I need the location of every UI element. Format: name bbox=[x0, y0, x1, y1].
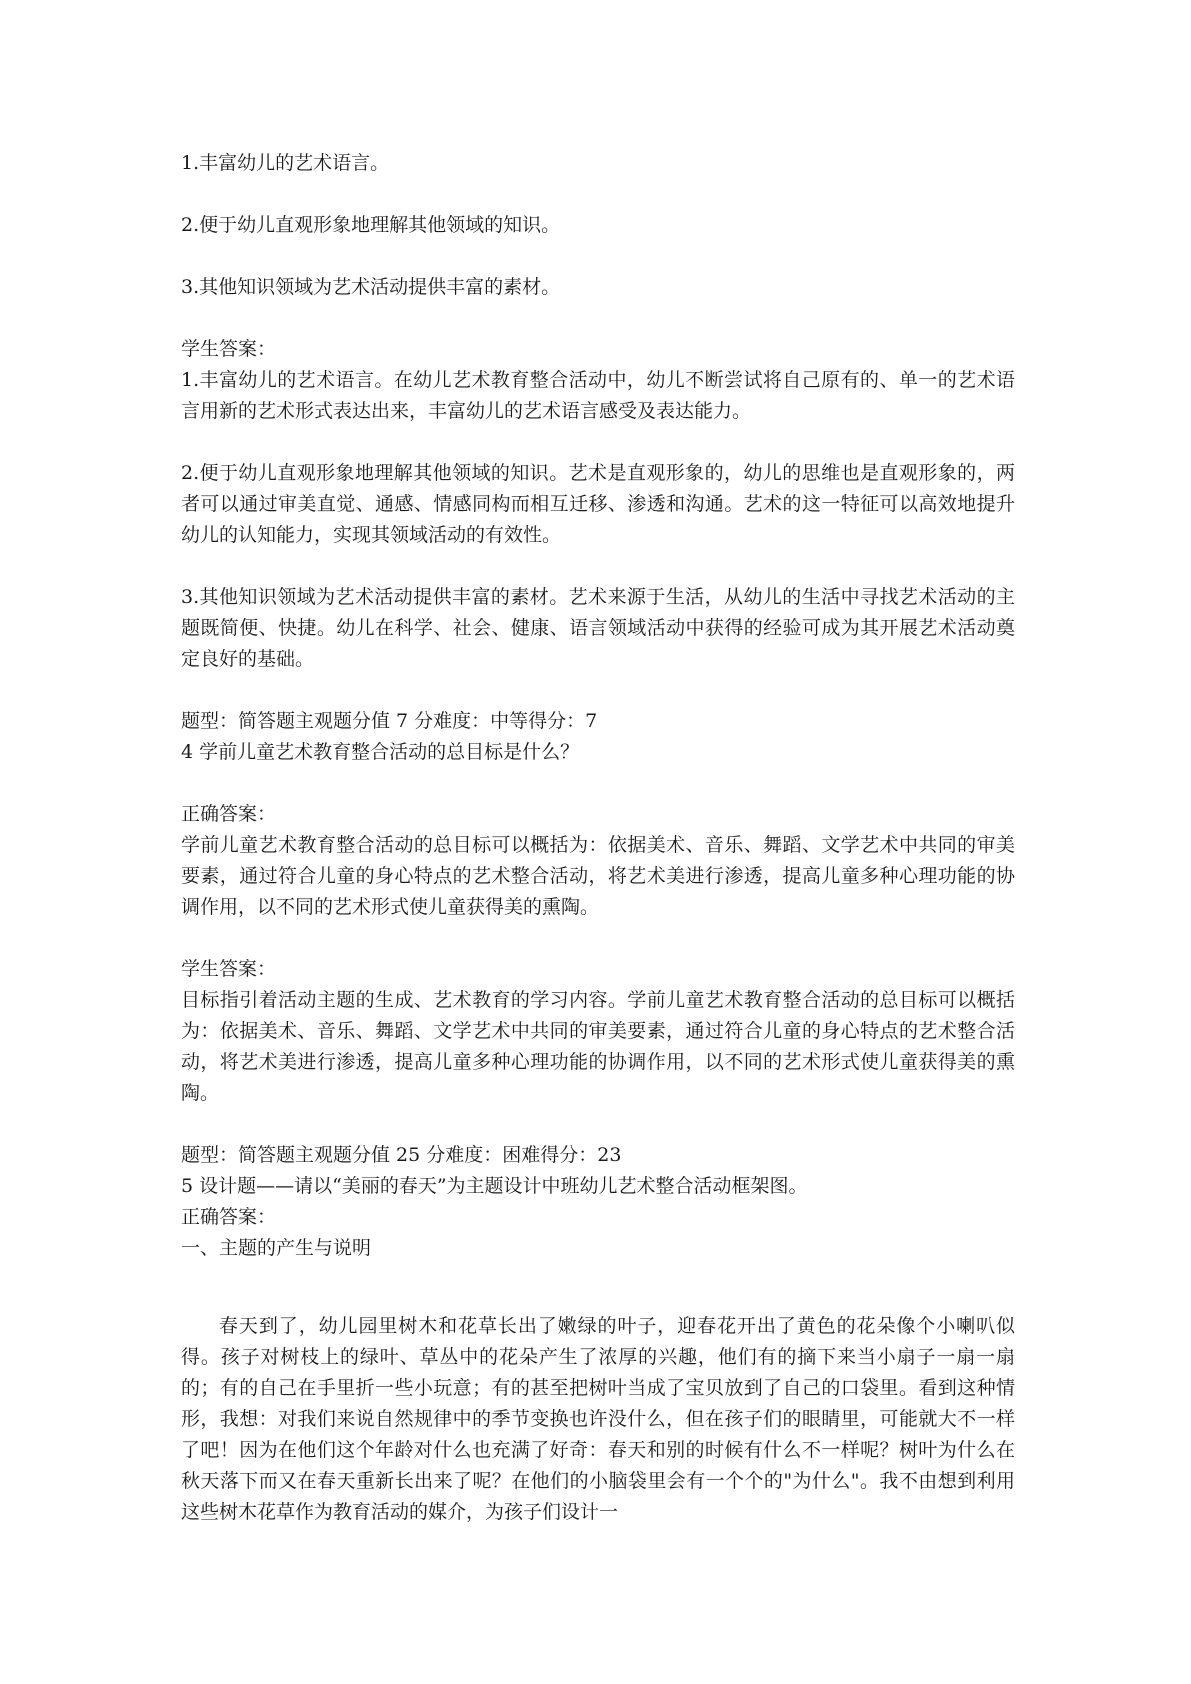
correct-point-3: 3.其他知识领域为艺术活动提供丰富的素材。 bbox=[181, 276, 561, 298]
question-meta: 题型：简答题主观题分值 25 分难度：困难得分：23 bbox=[181, 1144, 622, 1166]
question-title: 4 学前儿童艺术教育整合活动的总目标是什么？ bbox=[181, 741, 580, 763]
question-meta: 题型：简答题主观题分值 7 分难度：中等得分：7 bbox=[181, 710, 598, 732]
student-answer-point-2: 2.便于幼儿直观形象地理解其他领域的知识。艺术是直观形象的，幼儿的思维也是直观形象的，两者可以通过审美直觉、通感、情感同构而相互迁移、渗透和沟通。艺术的这一特征可以高效地提升幼儿的认知能力，实现其领域活动的有效性。 bbox=[181, 462, 1015, 546]
correct-point-2: 2.便于幼儿直观形象地理解其他领域的知识。 bbox=[181, 214, 561, 236]
correct-answer-text: 学前儿童艺术教育整合活动的总目标可以概括为：依据美术、音乐、舞蹈、文学艺术中共同的审美要素，通过符合儿童的身心特点的艺术整合活动，将艺术美进行渗透，提高儿童多种心理功能的协调作用，以不同的艺术形式使儿童获得美的熏陶。 bbox=[181, 834, 1015, 918]
section-heading: 一、主题的产生与说明 bbox=[181, 1237, 372, 1259]
correct-point-1: 1.丰富幼儿的艺术语言。 bbox=[181, 152, 390, 174]
question-title: 5 设计题——请以“美丽的春天”为主题设计中班幼儿艺术整合活动框架图。 bbox=[181, 1175, 808, 1197]
correct-answer-label: 正确答案： bbox=[181, 803, 277, 825]
student-answer-label: 学生答案： bbox=[181, 958, 277, 980]
correct-answer-label: 正确答案： bbox=[181, 1206, 277, 1228]
student-answer-point-3: 3.其他知识领域为艺术活动提供丰富的素材。艺术来源于生活，从幼儿的生活中寻找艺术活动的主题既简便、快捷。幼儿在科学、社会、健康、语言领域活动中获得的经验可成为其开展艺术活动奠定良好的基础。 bbox=[181, 586, 1015, 670]
student-answer-text: 目标指引着活动主题的生成、艺术教育的学习内容。学前儿童艺术教育整合活动的总目标可以概括为：依据美术、音乐、舞蹈、文学艺术中共同的审美要素，通过符合儿童的身心特点的艺术整合活动，将艺术美进行渗透，提高儿童多种心理功能的协调作用，以不同的艺术形式使儿童获得美的熏陶。 bbox=[181, 989, 1015, 1104]
document-page bbox=[181, 148, 1015, 1528]
body-paragraph: 春天到了，幼儿园里树木和花草长出了嫩绿的叶子，迎春花开出了黄色的花朵像个小喇叭似得。孩子对树枝上的绿叶、草丛中的花朵产生了浓厚的兴趣，他们有的摘下来当小扇子一扇一扇的；有的自己在手里折一些小玩意；有的甚至把树叶当成了宝贝放到了自己的口袋里。看到这种情形，我想：对我们来说自然规律中的季节变换也许没什么，但在孩子们的眼睛里，可能就大不一样了吧！因为在他们这个年龄对什么也充满了好奇：春天和别的时候有什么不一样呢？树叶为什么在秋天落下而又在春天重新长出来了呢？在他们的小脑袋里会有一个个的"为什么"。我不由想到利用这些树木花草作为教育活动的媒介，为孩子们设计一 bbox=[181, 1315, 1015, 1523]
student-answer-label: 学生答案： bbox=[181, 338, 277, 360]
student-answer-point-1: 1.丰富幼儿的艺术语言。在幼儿艺术教育整合活动中，幼儿不断尝试将自己原有的、单一的艺术语言用新的艺术形式表达出来，丰富幼儿的艺术语言感受及表达能力。 bbox=[181, 369, 1015, 422]
